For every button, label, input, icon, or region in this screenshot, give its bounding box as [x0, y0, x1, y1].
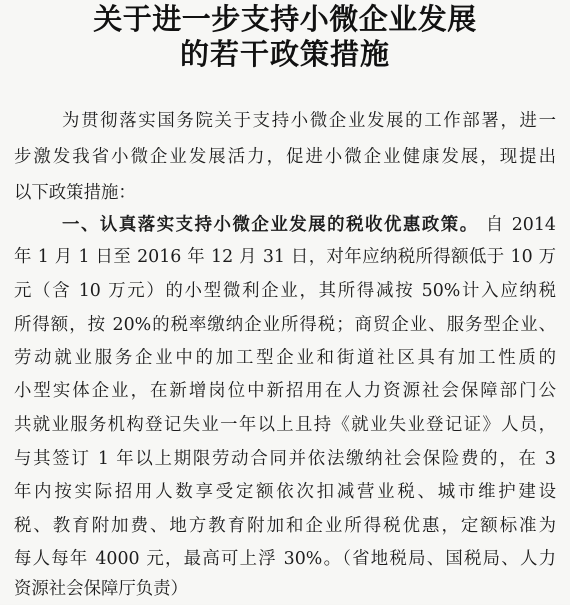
intro-paragraph-line: 为贯彻落实国务院关于支持小微企业发展的工作部署，进一	[62, 111, 556, 131]
section-1-line: 元（含 10 万元）的小型微利企业，其所得减按 50%计入应纳税	[14, 281, 556, 301]
document-title-line-2: 的若干政策措施	[179, 37, 390, 71]
section-1-line: 年内按实际招用人数享受定额依次扣减营业税、城市维护建设	[14, 482, 556, 502]
section-1-heading: 一、认真落实支持小微企业发展的税收优惠政策。	[62, 215, 479, 235]
section-1-line: 小型实体企业，在新增岗位中新招用在人力资源社会保障部门公	[14, 381, 556, 401]
intro-paragraph-line: 步激发我省小微企业发展活力，促进小微企业健康发展，现提出	[14, 147, 556, 167]
section-1-line: 税、教育附加费、地方教育附加和企业所得税优惠，定额标准为	[14, 516, 556, 536]
section-1-first-line-text: 自 2014	[485, 215, 556, 235]
section-1-line: 每人每年 4000 元，最高可上浮 30%。（省地税局、国税局、人力	[14, 549, 556, 569]
section-1-line: 资源社会保障厅负责）	[14, 579, 188, 599]
section-1-line: 劳动就业服务企业中的加工型企业和街道社区具有加工性质的	[14, 348, 556, 368]
intro-paragraph-line: 以下政策措施：	[14, 183, 136, 203]
section-1-line: 所得额，按 20%的税率缴纳企业所得税；商贸企业、服务型企业、	[14, 315, 556, 335]
section-1-first-line	[62, 209, 556, 241]
section-1-line: 与其签订 1 年以上期限劳动合同并依法缴纳社会保险费的，在 3	[14, 449, 556, 469]
section-1-line: 年 1 月 1 日至 2016 年 12 月 31 日，对年应纳税所得额低于 10 万	[14, 247, 556, 267]
section-1-line: 共就业服务机构登记失业一年以上且持《就业失业登记证》人员，	[14, 415, 556, 435]
document-title-line-1: 关于进一步支持小微企业发展	[93, 2, 477, 36]
